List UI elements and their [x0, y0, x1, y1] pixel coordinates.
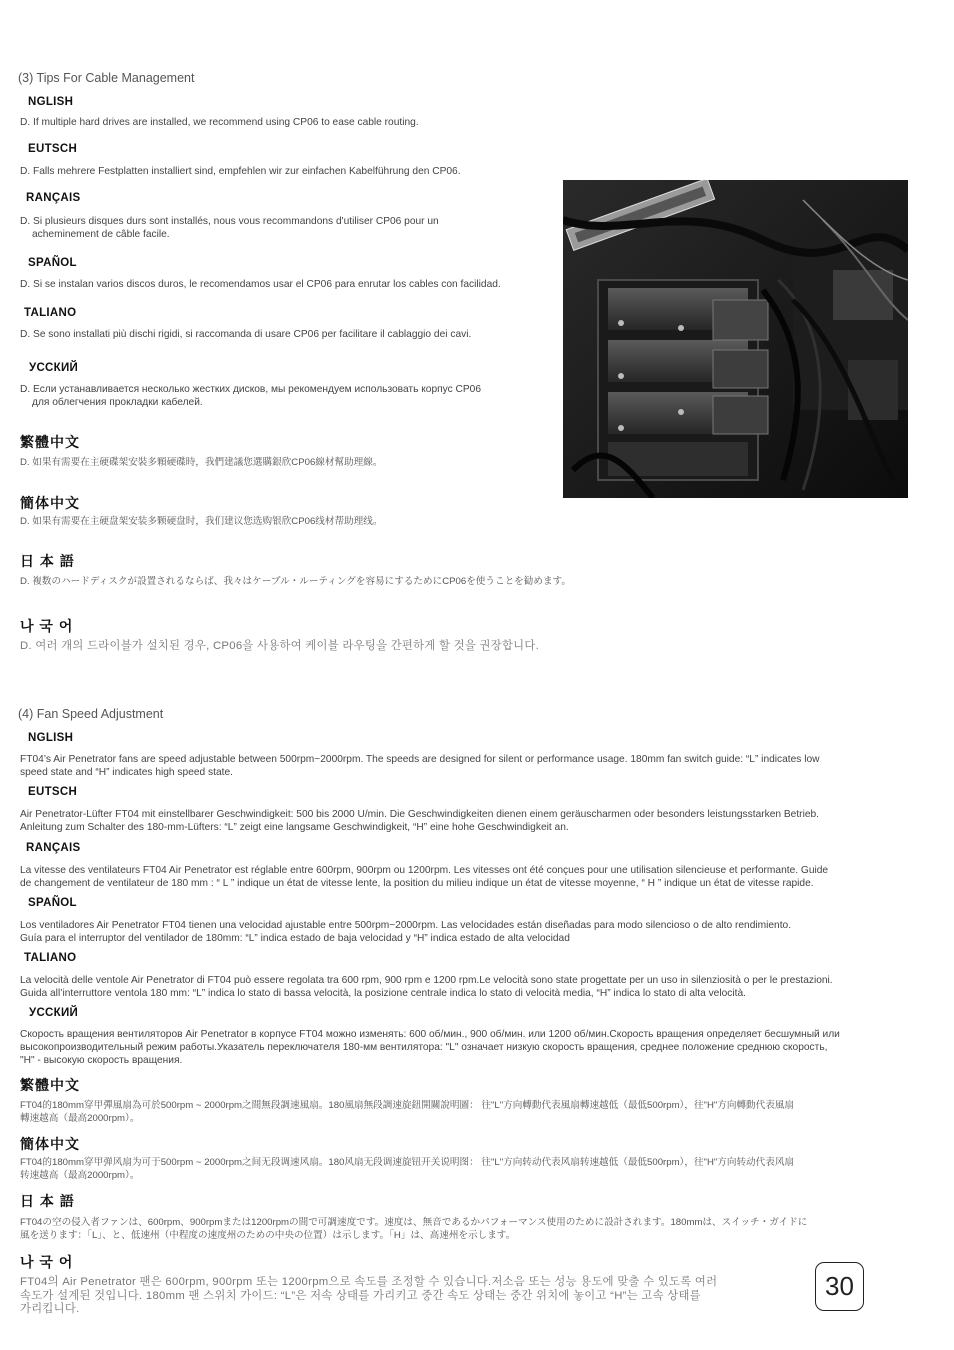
russian-4-line-3: "H" - высокую скорость вращения. [20, 1055, 183, 1067]
russian-4-line-2: высокопроизводительный режим работы.Указатель переключателя 180-мм вентилятора: "L" означает низкую скорость вращения, среднее положение среднюю скорость, [20, 1042, 828, 1054]
simplified-chinese-heading-4: 簡体中文 [20, 1136, 80, 1152]
german-heading: EUTSCH [28, 143, 78, 155]
spanish-heading-4: SPAÑOL [28, 897, 77, 909]
german-4-line-2: Anleitung zum Schalter des 180-mm-Lüfters: “L” zeigt eine langsame Geschwindigkeit, “H” eine hohe Geschwindigkeit an. [20, 822, 569, 834]
photo-illustration [563, 180, 908, 498]
russian-line-1: D. Если устанавливается несколько жестких дисков, мы рекомендуем использовать корпус CP06 [20, 384, 482, 395]
simplified-chinese-text-4 [20, 1156, 794, 1182]
korean-4-line-2: 속도가 설계된 것입니다. 180mm 팬 스위치 가이드: “L”은 저속 상태를 가리키고 중간 속도 상태는 중간 위치에 놓이고 “H”는 고속 상태를 [20, 1289, 701, 1302]
traditional-chinese-text-4 [20, 1099, 794, 1125]
english-heading-4: NGLISH [28, 732, 74, 744]
english-text-4 [20, 753, 820, 779]
japanese-heading-4: 日 本 語 [20, 1193, 75, 1209]
korean-heading-4: 나 국 어 [20, 1254, 74, 1270]
spanish-text-4 [20, 919, 791, 945]
english-4-line-1: FT04’s Air Penetrator fans are speed adjustable between 500rpm~2000rpm. The speeds are designed for silent or performance usage. 180mm fan switch guide: “L” indicates low [20, 754, 820, 765]
russian-text [20, 383, 481, 409]
spanish-text: D. Si se instalan varios discos duros, le recomendamos usar el CP06 para enrutar los cables con facilidad. [20, 279, 501, 290]
french-line-1: D. Si plusieurs disques durs sont installés, nous vous recommandons d'utiliser CP06 pour un [20, 216, 439, 227]
section-4-title: (4) Fan Speed Adjustment [18, 707, 164, 721]
korean-heading: 나 국 어 [20, 618, 74, 634]
italian-4-line-2: Guida all’interruttore ventola 180 mm: “L” indica lo stato di bassa velocità, la posizione centrale indica lo stato di velocità media, “H” indica lo stato di alta velocità. [20, 988, 746, 1000]
french-heading: RANÇAIS [26, 192, 81, 204]
french-heading-4: RANÇAIS [26, 842, 81, 854]
simplified-chinese-4-line-2: 转速越高（最高2000rpm）。 [20, 1170, 140, 1181]
russian-heading-4: УССКИЙ [29, 1007, 79, 1019]
traditional-chinese-4-line-2: 轉速越高（最高2000rpm）。 [20, 1113, 140, 1124]
simplified-chinese-4-line-1: FT04的180mm穿甲弹风扇为可于500rpm ~ 2000rpm之间无段调速风扇。180风扇无段调速旋钮开关说明图： 往"L"方向转动代表风扇转速越低（最低500rpm），往"H"方向转动代表风扇 [20, 1157, 795, 1168]
japanese-text: D. 複数のハードディスクが設置されるならば、我々はケーブル・ルーティングを容易にするためにCP06を使うことを勧めます。 [20, 576, 571, 587]
italian-text-4 [20, 974, 833, 1000]
italian-heading: TALIANO [24, 307, 77, 319]
english-text: D. If multiple hard drives are installed, we recommend using CP06 to ease cable routing. [20, 117, 419, 128]
page-number: 30 [815, 1262, 864, 1311]
italian-4-line-1: La velocità delle ventole Air Penetrator di FT04 può essere regolata tra 600 rpm, 900 rpm e 1200 rpm.Le velocità sono state progettate per un uso in silenziosità o per le prestazioni. [20, 975, 833, 986]
traditional-chinese-text: D. 如果有需要在主硬碟架安裝多顆硬碟時，我們建議您選購銀欣CP06線材幫助理線。 [20, 457, 383, 468]
french-line-2: acheminement de câble facile. [32, 229, 170, 241]
japanese-4-line-2: 風を送ります：「L」、と、低速州（中程度の速度州のための中央の位置）は示します。「H」は、高速州を示します。 [20, 1230, 516, 1241]
korean-text: D. 여러 개의 드라이블가 설치된 경우, CP06을 사용하여 케이블 라우팅을 간편하게 할 것을 권장합니다. [20, 640, 540, 652]
french-4-line-2: de changement de ventilateur de 180 mm : “ L ” indique un état de vitesse lente, la position du milieu indique un état de vitesse moyenne, “ H ” indique un état de vitesse rapide. [20, 878, 814, 890]
italian-heading-4: TALIANO [24, 952, 77, 964]
traditional-chinese-heading-4: 繁體中文 [20, 1077, 80, 1093]
korean-4-line-3: 가리킵니다. [20, 1303, 80, 1316]
german-text: D. Falls mehrere Festplatten installiert sind, empfehlen wir zur einfachen Kabelführung den CP06. [20, 166, 461, 177]
french-text-4 [20, 864, 828, 890]
english-4-line-2: speed state and “H” indicates high speed state. [20, 767, 233, 779]
english-heading: NGLISH [28, 96, 74, 108]
spanish-4-line-1: Los ventiladores Air Penetrator FT04 tienen una velocidad ajustable entre 500rpm~2000rpm. Las velocidades están diseñadas para modo silencioso o de alto rendimiento. [20, 920, 792, 931]
spanish-heading: SPAÑOL [28, 257, 77, 269]
german-heading-4: EUTSCH [28, 786, 78, 798]
traditional-chinese-4-line-1: FT04的180mm穿甲彈風扇為可於500rpm ~ 2000rpm之間無段調速風扇。180風扇無段調速旋鈕開關說明圖： 往"L"方向轉動代表風扇轉速越低（最低500rpm），往"H"方向轉動代表風扇 [20, 1100, 795, 1111]
russian-line-2: для облегчения прокладки кабелей. [32, 397, 203, 409]
simplified-chinese-text: D. 如果有需要在主硬盘架安装多颗硬盘时，我们建议您选购银欣CP06线材帮助理线。 [20, 516, 383, 527]
russian-text-4 [20, 1028, 840, 1068]
case-interior-photo [563, 180, 908, 498]
french-4-line-1: La vitesse des ventilateurs FT04 Air Penetrator est réglable entre 600rpm, 900rpm ou 1200rpm. Les vitesses ont été conçues pour une utilisation silencieuse et performante. Guide [20, 865, 829, 876]
japanese-text-4 [20, 1216, 807, 1242]
traditional-chinese-heading: 繁體中文 [20, 434, 80, 450]
japanese-heading: 日 本 語 [20, 553, 75, 569]
spanish-4-line-2: Guía para el interruptor del ventilador de 180mm: “L” indica estado de baja velocidad y “H” indica estado de alta velocidad [20, 933, 570, 945]
italian-text: D. Se sono installati più dischi rigidi, si raccomanda di usare CP06 per facilitare il cablaggio dei cavi. [20, 329, 472, 340]
german-text-4 [20, 808, 819, 834]
russian-4-line-1: Скорость вращения вентиляторов Air Penetrator в корпусе FT04 можно изменять: 600 об/мин., 900 об/мин. или 1200 об/мин.Скорость вращения определяет бесшумный или [20, 1029, 840, 1040]
korean-text-4 [20, 1276, 810, 1317]
simplified-chinese-heading: 簡体中文 [20, 495, 80, 511]
japanese-4-line-1: FT04の空の侵入者ファンは、600rpm、900rpmまたは1200rpmの間で可調速度です。速度は、無音であるかパフォーマンス使用のために設計されます。180mmは、スイッチ・ガイドに [20, 1217, 808, 1228]
korean-4-line-1: FT04의 Air Penetrator 팬은 600rpm, 900rpm 또는 1200rpm으로 속도를 조정할 수 있습니다.저소음 또는 성능 용도에 맞출 수 있도록 여러 [20, 1276, 718, 1288]
french-text [20, 215, 439, 241]
german-4-line-1: Air Penetrator-Lüfter FT04 mit einstellbarer Geschwindigkeit: 500 bis 2000 U/min. Die Geschwindigkeiten dienen einem geräuscharmen oder besonders leistungsstarken Betrieb. [20, 809, 819, 820]
section-3-title: (3) Tips For Cable Management [18, 71, 195, 85]
russian-heading: УССКИЙ [29, 362, 79, 374]
